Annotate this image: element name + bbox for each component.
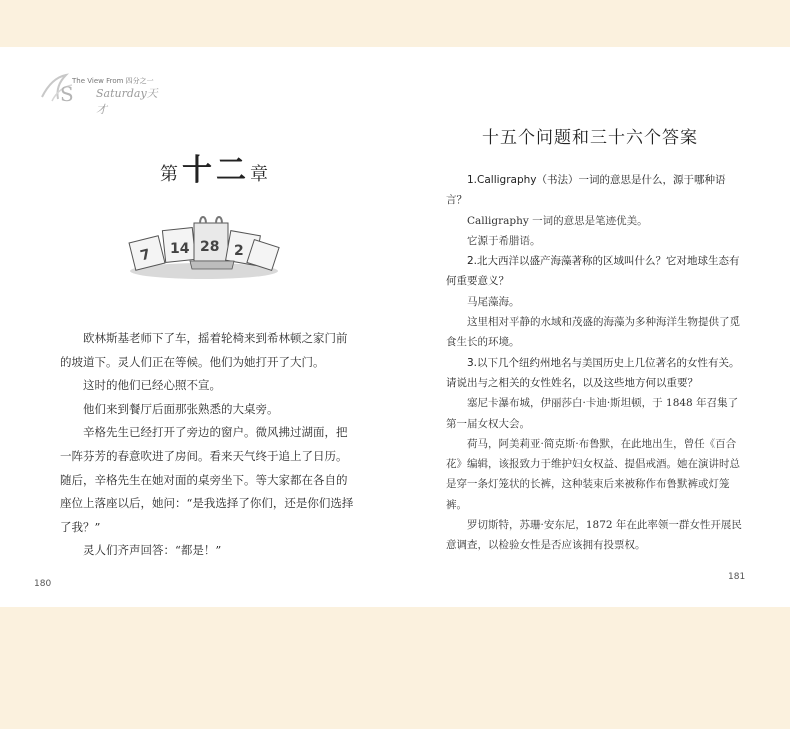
question-item: 3.以下几个纽约州地名与美国历史上几位著名的女性有关。请说出与之相关的女性姓名，以及这些地方何以重要？ [446,356,740,389]
answer-item: 塞尼卡瀑布城，伊丽莎白·卡迪·斯坦顿，于 1848 年召集了第一届女权大会。 [446,397,739,430]
svg-text:7: 7 [138,246,153,265]
book-series-logo [38,71,158,116]
answer-item: 马尾藻海。 [467,295,520,308]
answer-item: 罗切斯特，苏珊·安东尼，1872 年在此率领一群女性开展民意调查，以检验女性是否应该拥有投票权。 [446,519,742,552]
chapter-body [60,327,358,563]
question-item: 1.Calligraphy（书法）一词的意思是什么，源于哪种语言？ [446,174,726,207]
body-paragraph: 欧林斯基老师下了车，摇着轮椅来到希林顿之家门前的坡道下。灵人们正在等候。他们为她打开了大门。 [60,331,348,369]
body-paragraph: 他们来到餐厅后面那张熟悉的大桌旁。 [83,401,279,416]
answer-item: 这里相对平静的水域和茂盛的海藻为多种海洋生物提供了觅食生长的环境。 [446,316,740,349]
svg-text:S: S [60,82,74,105]
book-spread [0,47,790,607]
section-title: 十五个问题和三十六个答案 [482,128,698,148]
answer-item: Calligraphy 一词的意思是笔迹优美。 [467,214,648,227]
svg-text:14: 14 [170,241,190,257]
logo-script-text: Saturday天才 [96,87,158,116]
question-item: 2.北大西洋以盛产海藻著称的区域叫什么？它对地球生态有何重要意义？ [446,255,740,288]
chapter-heading [160,145,272,189]
answer-item: 它源于希腊语。 [467,234,541,247]
svg-text:28: 28 [200,239,220,255]
calendar-illustration [124,209,284,281]
body-paragraph: 灵人们齐声回答：“都是！” [83,543,222,558]
chapter-suffix: 章 [250,164,272,185]
chapter-number: 十二 [182,153,250,188]
page-number-left: 180 [34,579,52,589]
svg-text:2: 2 [234,243,244,259]
logo-small-text: The View From 四分之一 [72,77,154,85]
answer-item: 荷马，阿美莉亚·简克斯·布鲁默，在此地出生，曾任《百合花》编辑，该报致力于维护妇女权益、提倡戒酒。她在演讲时总是穿一条灯笼状的长裤，这种装束后来被称作布鲁默裤或灯笼裤。 [446,437,740,511]
chapter-prefix: 第 [160,164,182,185]
body-paragraph: 这时的他们已经心照不宣。 [83,378,221,393]
page-number-right: 181 [728,572,746,582]
qa-list [446,170,746,556]
body-paragraph: 辛格先生已经打开了旁边的窗户。微风拂过湖面，把一阵芬芳的春意吹进了房间。看来天气终于追上了日历。随后，辛格先生在她对面的桌旁坐下。等大家都在各自的座位上落座以后，她问：“是我选择了你们，还是你们选择了我？” [60,425,354,534]
